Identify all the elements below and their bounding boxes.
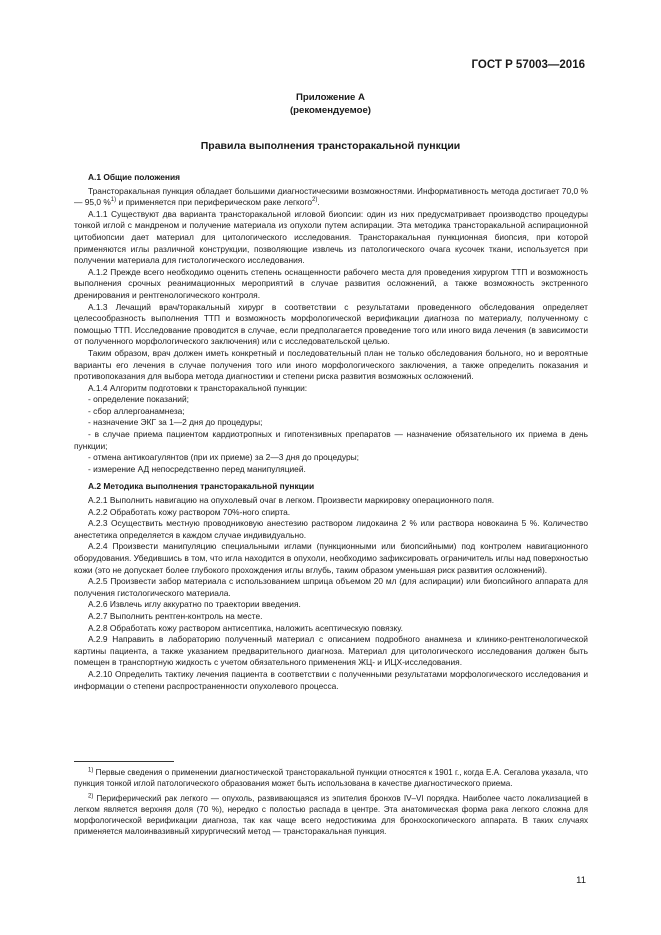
footnote-text: Периферический рак легкого — опухоль, развивающаяся из эпителия бронхов IV–VI порядка. Наиболее часто локализацией в легком является верхняя доля (70 %), нередко с полостью распада в центре. Эта анатомическая форма рака легкого сложна для морфологической верификации диагноза, так как чаще всего недостижима для бронхоскопического аппарата. В таких случаях применяется малоинвазивный хирургический метод — трансторакальная пункция. bbox=[74, 794, 588, 836]
list-item: - определение показаний; bbox=[74, 394, 588, 406]
paragraph bbox=[74, 186, 588, 209]
section-heading: А.2 Методика выполнения трансторакальной пункции bbox=[88, 481, 315, 492]
paragraph: А.2.6 Извлечь иглу аккуратно по траектории введения. bbox=[88, 599, 301, 610]
footnote bbox=[74, 793, 588, 837]
footnote-text: Первые сведения о применении диагностической трансторакальной пункции относятся к 1901 г., когда Е.А. Сегалова указала, что пункция тонкой иглой патологического образования может быть использована в качестве диагностического приема. bbox=[74, 768, 588, 788]
paragraph: А.2.4 Произвести манипуляцию специальными иглами (пункционными или биопсийными) под контролем навигационного оборудования. Убедившись в том, что игла находится в опухоли, необходимо зафиксировать ограничитель иглы над поверхностью кожи (это не допускает более глубокого прохождения иглы вглубь, таким образом уменьшая риск развития осложнений). bbox=[74, 541, 588, 575]
paragraph: А.2.8 Обработать кожу раствором антисептика, наложить асептическую повязку. bbox=[88, 622, 403, 633]
footnote-mark: 1) bbox=[88, 767, 94, 774]
list-item: - измерение АД непосредственно перед манипуляцией. bbox=[74, 464, 588, 476]
page-title: Правила выполнения трансторакальной пункции bbox=[200, 140, 461, 152]
text-span: и применяется при периферическом раке легкого bbox=[116, 197, 312, 208]
footnote-ref: 1) bbox=[110, 197, 117, 204]
document-code: ГОСТ Р 57003—2016 bbox=[471, 59, 585, 71]
preparation-list bbox=[74, 394, 588, 475]
footnote bbox=[74, 767, 588, 789]
section-heading: А.1 Общие положения bbox=[88, 172, 181, 182]
paragraph: А.1.4 Алгоритм подготовки к трансторакальной пункции: bbox=[88, 382, 308, 393]
annex-title: Приложение А bbox=[296, 92, 365, 103]
paragraph: А.2.5 Произвести забор материала с использованием шприца объемом 20 мл (для аспирации) или биопсийного аппарата для получения гистологического материала. bbox=[74, 576, 588, 598]
footnote-ref: 2) bbox=[312, 197, 318, 204]
paragraph: А.2.7 Выполнить рентген-контроль на месте. bbox=[88, 610, 263, 621]
text-span: . bbox=[317, 197, 320, 208]
page-number: 11 bbox=[576, 875, 586, 886]
paragraph: А.2.10 Определить тактику лечения пациента в соответствии с полученными результатами морфологического исследования и информации о степени распространенности опухолевого процесса. bbox=[74, 668, 588, 691]
annex-heading bbox=[0, 92, 661, 117]
paragraph: А.1.3 Лечащий врач/торакальный хирург в соответствии с результатами проведенного обследования определяет целесообразность выполнения ТТП и возможность морфологической верификации диагноза по материалу, полученному с помощью ТТП. Исследование проводится в случае, если предполагается проведение того или иного вида лечения (в зависимости от полученного морфологического заключения) или с исследовательской целью. bbox=[74, 301, 588, 347]
paragraph: А.2.1 Выполнить навигацию на опухолевый очаг в легком. Произвести маркировку операционного поля. bbox=[88, 495, 495, 506]
list-item: - отмена антикоагулянтов (при их приеме) за 2—3 дня до процедуры; bbox=[74, 452, 588, 464]
paragraph: А.2.9 Направить в лабораторию полученный материал с описанием подробного анамнеза и клинико-рентгенологической картины пациента, а также указанием предварительного диагноза. Материал для цитологического исследования должен быть помещен в транспортную жидкость с учетом обязательного применения ЖЦ- и ИЦХ-исследования. bbox=[74, 634, 588, 668]
footnote-divider bbox=[74, 761, 174, 762]
text-span: Трансторакальная пункция обладает большими диагностическими возможностями. Информативность метода достигает 70,0 % — 95,0 % bbox=[74, 185, 588, 208]
main-content bbox=[74, 172, 588, 692]
list-item: - сбор аллергоанамнеза; bbox=[74, 406, 588, 418]
list-item: - назначение ЭКГ за 1—2 дня до процедуры; bbox=[74, 417, 588, 429]
list-item: - в случае приема пациентом кардиотропных и гипотензивных препаратов — назначение обязательного их приема в день пункции; bbox=[74, 429, 588, 452]
footnote-mark: 2) bbox=[88, 793, 94, 800]
footnotes bbox=[74, 767, 588, 841]
annex-status: (рекомендуемое) bbox=[289, 104, 371, 116]
paragraph: А.1.1 Существуют два варианта трансторакальной игловой биопсии: один из них предусматривает производство процедуры тонкой иглой с мандреном и получение материала из опухоли путем аспирации. Эта методика трансторакальной аспирационной цитобиопсии дает материал для цитологического исследования. Трансторакальная пункционная биопсия, при которой применяются иглы различной конструкции, позволяющие извлечь из патологического очага кусочек ткани, используется при получении материала для гистологического исследования. bbox=[74, 208, 588, 266]
paragraph: А.2.2 Обработать кожу раствором 70%-ного спирта. bbox=[88, 506, 291, 517]
paragraph: Таким образом, врач должен иметь конкретный и последовательный план не только обследования больного, но и вероятные варианты его лечения в случае получения того или иного морфологического заключения, а также определить показания и противопоказания для выбора метода диагностики и степени риска развития возможных осложнений. bbox=[74, 347, 588, 382]
paragraph: А.1.2 Прежде всего необходимо оценить степень оснащенности рабочего места для проведения хирургом ТТП и возможность выполнения срочных реанимационных мероприятий в случае развития осложнений, а также возможность экстренного дренирования и рентгенологического контроля. bbox=[74, 266, 588, 300]
paragraph: А.2.3 Осуществить местную проводниковую анестезию раствором лидокаина 2 % или раствора новокаина 5 %. Количество анестетика определяется в каждом случае индивидуально. bbox=[74, 518, 588, 540]
